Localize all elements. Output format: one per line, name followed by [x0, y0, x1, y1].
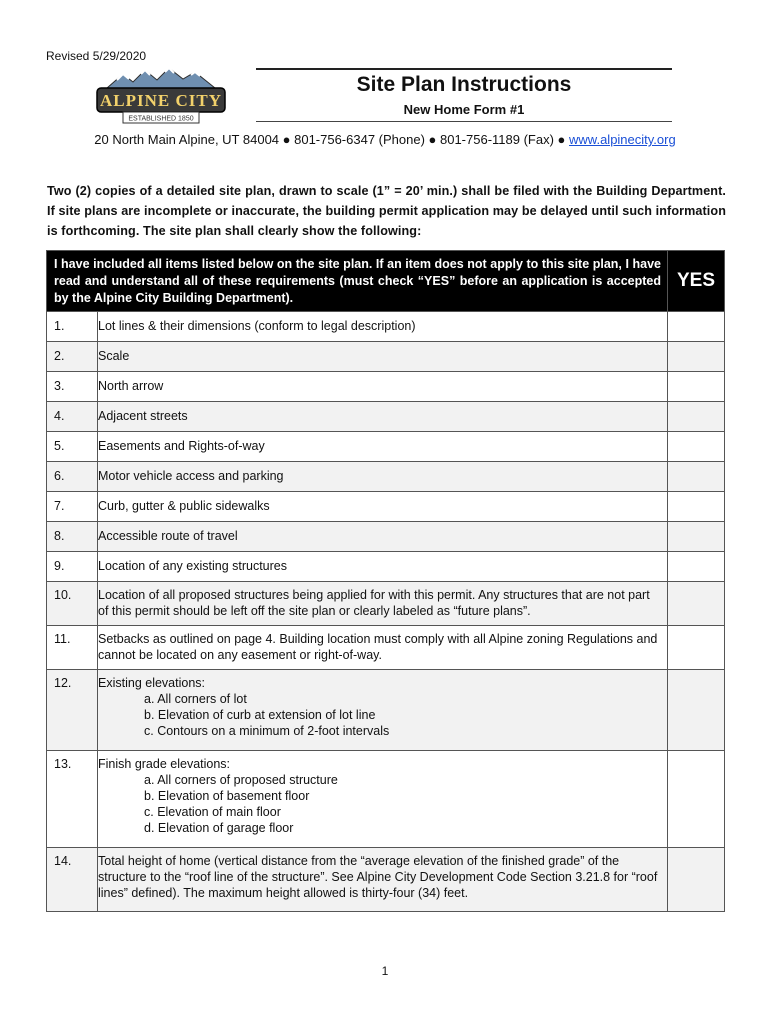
table-header-text: I have included all items listed below on the site plan. If an item does not apply to this site plan, I have read and understand all of these requirements (must check “YES” before an application is accepted by the Alpine City Building Department). [47, 251, 668, 312]
yes-checkbox-cell[interactable] [668, 432, 725, 462]
table-row [47, 312, 725, 342]
table-row [47, 342, 725, 372]
item-text [98, 751, 668, 848]
yes-checkbox-cell[interactable] [668, 372, 725, 402]
table-row [47, 582, 725, 626]
item-text: Accessible route of travel [98, 522, 668, 552]
page-number: 1 [381, 964, 389, 978]
item-number: 7. [47, 492, 98, 522]
yes-checkbox-cell[interactable] [668, 312, 725, 342]
header-rule-bottom [256, 121, 672, 122]
item-number: 6. [47, 462, 98, 492]
table-row [47, 432, 725, 462]
table-row [47, 626, 725, 670]
intro-paragraph: Two (2) copies of a detailed site plan, drawn to scale (1” = 20’ min.) shall be filed with the Building Department. If site plans are incomplete or inaccurate, the building permit application may be delayed until such information is forthcoming. The site plan shall clearly show the following: [47, 184, 726, 238]
item-number: 10. [47, 582, 98, 626]
item-text [98, 626, 668, 670]
yes-checkbox-cell[interactable] [668, 492, 725, 522]
yes-column-header: YES [668, 251, 725, 312]
item-number: 14. [47, 848, 98, 912]
page-title: Site Plan Instructions [356, 73, 572, 96]
contact-line [0, 132, 770, 147]
contact-text: 20 North Main Alpine, UT 84004 ● 801-756-6347 (Phone) ● 801-756-1189 (Fax) ● [94, 132, 570, 147]
item-text [98, 582, 668, 626]
sub-item: d. Elevation of garage floor [144, 821, 294, 835]
sub-item: b. Elevation of curb at extension of lot line [144, 708, 376, 722]
item-text: Location of any existing structures [98, 552, 668, 582]
item-number: 4. [47, 402, 98, 432]
table-row [47, 751, 725, 848]
item-main-text: Setbacks as outlined on page 4. Building location must comply with all Alpine zoning Regulations and cannot be located on any easement or right-of-way. [98, 632, 658, 662]
item-number: 9. [47, 552, 98, 582]
item-number: 11. [47, 626, 98, 670]
item-text: Curb, gutter & public sidewalks [98, 492, 668, 522]
table-row [47, 492, 725, 522]
yes-checkbox-cell[interactable] [668, 582, 725, 626]
item-text [98, 670, 668, 751]
logo-tagline-text: ESTABLISHED 1850 [128, 115, 194, 123]
item-text: Easements and Rights-of-way [98, 432, 668, 462]
yes-checkbox-cell[interactable] [668, 462, 725, 492]
sub-item: c. Elevation of main floor [144, 805, 281, 819]
logo-name-text: ALPINE CITY [100, 91, 222, 110]
item-text: North arrow [98, 372, 668, 402]
yes-checkbox-cell[interactable] [668, 402, 725, 432]
website-link[interactable]: www.alpinecity.org [569, 132, 676, 147]
yes-checkbox-cell[interactable] [668, 670, 725, 751]
item-main-text: Existing elevations: [98, 676, 206, 690]
item-text: Lot lines & their dimensions (conform to legal description) [98, 312, 668, 342]
header-rule-top [256, 68, 672, 70]
item-number: 1. [47, 312, 98, 342]
table-header-row [47, 251, 725, 312]
item-main-text: Finish grade elevations: [98, 757, 231, 771]
checklist-table [46, 250, 725, 912]
alpine-city-logo [93, 64, 229, 128]
table-row [47, 462, 725, 492]
item-number: 8. [47, 522, 98, 552]
item-main-text: Location of all proposed structures being applied for with this permit. Any structures that are not part of this permit should be left off the site plan or clearly labeled as “future plans”. [98, 588, 650, 618]
sub-item: a. All corners of proposed structure [144, 773, 338, 787]
item-number: 2. [47, 342, 98, 372]
item-number: 12. [47, 670, 98, 751]
item-number: 13. [47, 751, 98, 848]
yes-checkbox-cell[interactable] [668, 342, 725, 372]
item-text: Adjacent streets [98, 402, 668, 432]
yes-checkbox-cell[interactable] [668, 626, 725, 670]
form-subtitle: New Home Form #1 [403, 102, 525, 117]
table-row [47, 402, 725, 432]
item-number: 5. [47, 432, 98, 462]
yes-checkbox-cell[interactable] [668, 751, 725, 848]
table-row [47, 552, 725, 582]
revised-date: Revised 5/29/2020 [46, 49, 147, 63]
table-row [47, 522, 725, 552]
sub-item: c. Contours on a minimum of 2-foot intervals [144, 724, 390, 738]
item-main-text: Total height of home (vertical distance from the “average elevation of the finished grade” of the structure to the “roof line of the structure”. See Alpine City Development Code Section 3.21.8 for “roof lines” defined). The maximum height allowed is thirty-four (34) feet. [98, 854, 658, 900]
item-text: Motor vehicle access and parking [98, 462, 668, 492]
sub-item: a. All corners of lot [144, 692, 247, 706]
item-number: 3. [47, 372, 98, 402]
sub-item: b. Elevation of basement floor [144, 789, 310, 803]
item-text [98, 848, 668, 912]
table-row [47, 372, 725, 402]
table-row [47, 670, 725, 751]
yes-checkbox-cell[interactable] [668, 848, 725, 912]
item-text: Scale [98, 342, 668, 372]
yes-checkbox-cell[interactable] [668, 522, 725, 552]
table-row [47, 848, 725, 912]
yes-checkbox-cell[interactable] [668, 552, 725, 582]
